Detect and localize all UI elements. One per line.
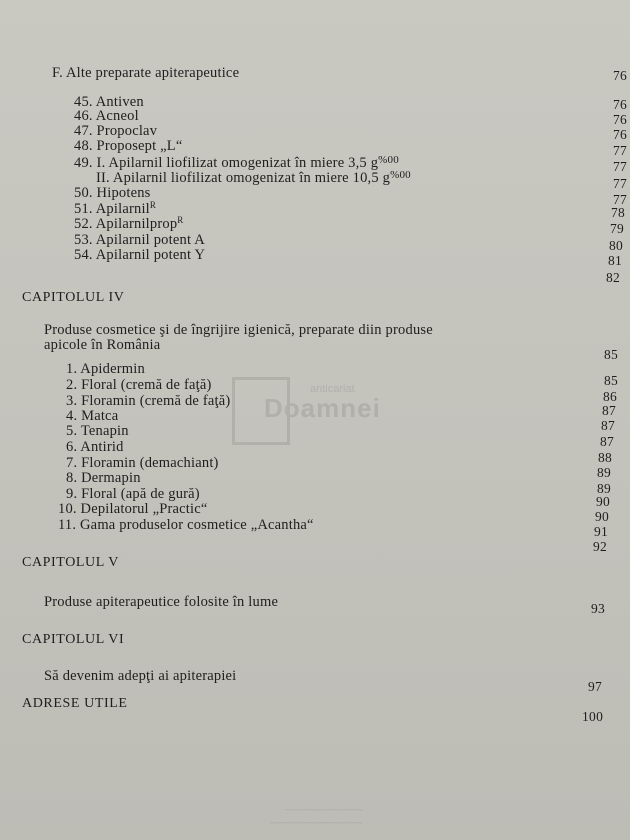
- toc-page: 89: [597, 481, 612, 496]
- toc-page: 85: [604, 373, 619, 388]
- toc-entry-text: 51. Apilarnil: [74, 201, 150, 217]
- toc-page: 85: [604, 347, 619, 362]
- toc-page: 77: [613, 159, 628, 174]
- watermark-small-text: anticariat: [310, 383, 355, 395]
- toc-entry: 50. Hipotens: [74, 185, 151, 201]
- toc-page: 82: [606, 270, 621, 285]
- toc-entry: 4. Matca: [66, 408, 119, 424]
- bleed-through-mark: ~~~~~~~~~~~~~~~~: [285, 805, 363, 815]
- toc-page: 87: [600, 434, 615, 449]
- toc-entry: 9. Floral (apă de gură): [66, 486, 200, 502]
- toc-page: 76: [613, 127, 628, 142]
- chapter-title: CAPITOLUL VI: [22, 632, 125, 647]
- toc-entry: 11. Gama produselor cosmetice „Acantha“: [58, 517, 314, 533]
- toc-page: 90: [596, 494, 611, 509]
- toc-page: 88: [598, 450, 613, 465]
- chapter-description: apicole în România: [44, 337, 161, 353]
- watermark-frame-icon: [232, 377, 290, 445]
- toc-page: 91: [594, 524, 609, 539]
- toc-entry: 8. Dermapin: [66, 470, 141, 486]
- chapter-title: ADRESE UTILE: [22, 696, 128, 711]
- toc-page: 80: [609, 238, 624, 253]
- permille-sign: %00: [378, 154, 399, 166]
- toc-entry: 3. Floramin (cremă de faţă): [66, 393, 231, 409]
- toc-entry: 2. Floral (cremă de faţă): [66, 377, 212, 393]
- permille-sign: %00: [390, 169, 411, 181]
- chapter-title: CAPITOLUL V: [22, 555, 119, 570]
- registered-mark: R: [177, 215, 184, 225]
- toc-entry: 46. Acneol: [74, 108, 139, 124]
- chapter-title: CAPITOLUL IV: [22, 290, 125, 305]
- toc-entry: 54. Apilarnil potent Y: [74, 247, 206, 263]
- toc-page: 81: [608, 253, 623, 268]
- toc-entry: 10. Depilatorul „Practic“: [58, 501, 208, 517]
- toc-entry-text: 49. I. Apilarnil liofilizat omogenizat în miere 3,5 g: [74, 155, 379, 171]
- watermark-logo: [232, 377, 402, 447]
- toc-page: 78: [611, 205, 626, 220]
- toc-entry: 53. Apilarnil potent A: [74, 232, 205, 248]
- toc-entry-text: II. Apilarnil liofilizat omogenizat în miere 10,5 g: [96, 170, 391, 186]
- registered-mark: R: [149, 200, 157, 210]
- toc-page: 79: [610, 221, 625, 236]
- toc-page: 100: [582, 709, 604, 724]
- toc-entry: 1. Apidermin: [66, 361, 145, 377]
- toc-entry: [74, 216, 183, 233]
- toc-entry-text: 52. Apilarnilprop: [74, 216, 178, 232]
- chapter-description: Să devenim adepţi ai apiterapiei: [44, 668, 237, 684]
- toc-page: 77: [613, 176, 628, 191]
- section-f-heading: F. Alte preparate apiterapeutice: [52, 65, 240, 81]
- watermark-big-text: Doamnei: [264, 393, 381, 423]
- toc-page: 86: [603, 389, 618, 404]
- chapter-description: Produse apiterapeutice folosite în lume: [44, 594, 279, 610]
- toc-entry: 7. Floramin (demachiant): [66, 455, 219, 471]
- chapter-description: Produse cosmetice şi de îngrijire igienică, preparate diin produse: [44, 322, 433, 338]
- toc-page: 77: [613, 143, 628, 158]
- toc-page: 93: [591, 601, 606, 616]
- bleed-through-mark: ~~~~~~~~~~~~~~~~~~~: [270, 818, 363, 828]
- toc-page: 97: [588, 679, 603, 694]
- toc-entry: 47. Propoclav: [74, 123, 158, 139]
- toc-page: 87: [602, 403, 617, 418]
- toc-entry: 6. Antirid: [66, 439, 124, 455]
- toc-page: 87: [601, 418, 616, 433]
- toc-page: 76: [613, 97, 628, 112]
- toc-page: 77: [613, 192, 628, 207]
- toc-page: 76: [613, 112, 628, 127]
- section-f-page: 76: [613, 68, 628, 83]
- toc-entry: 45. Antiven: [74, 94, 144, 110]
- toc-entry: 5. Tenapin: [66, 423, 129, 439]
- toc-page: 92: [593, 539, 608, 554]
- toc-entry: 48. Proposept „L“: [74, 138, 183, 154]
- toc-page: 89: [597, 465, 612, 480]
- toc-page: 90: [595, 509, 610, 524]
